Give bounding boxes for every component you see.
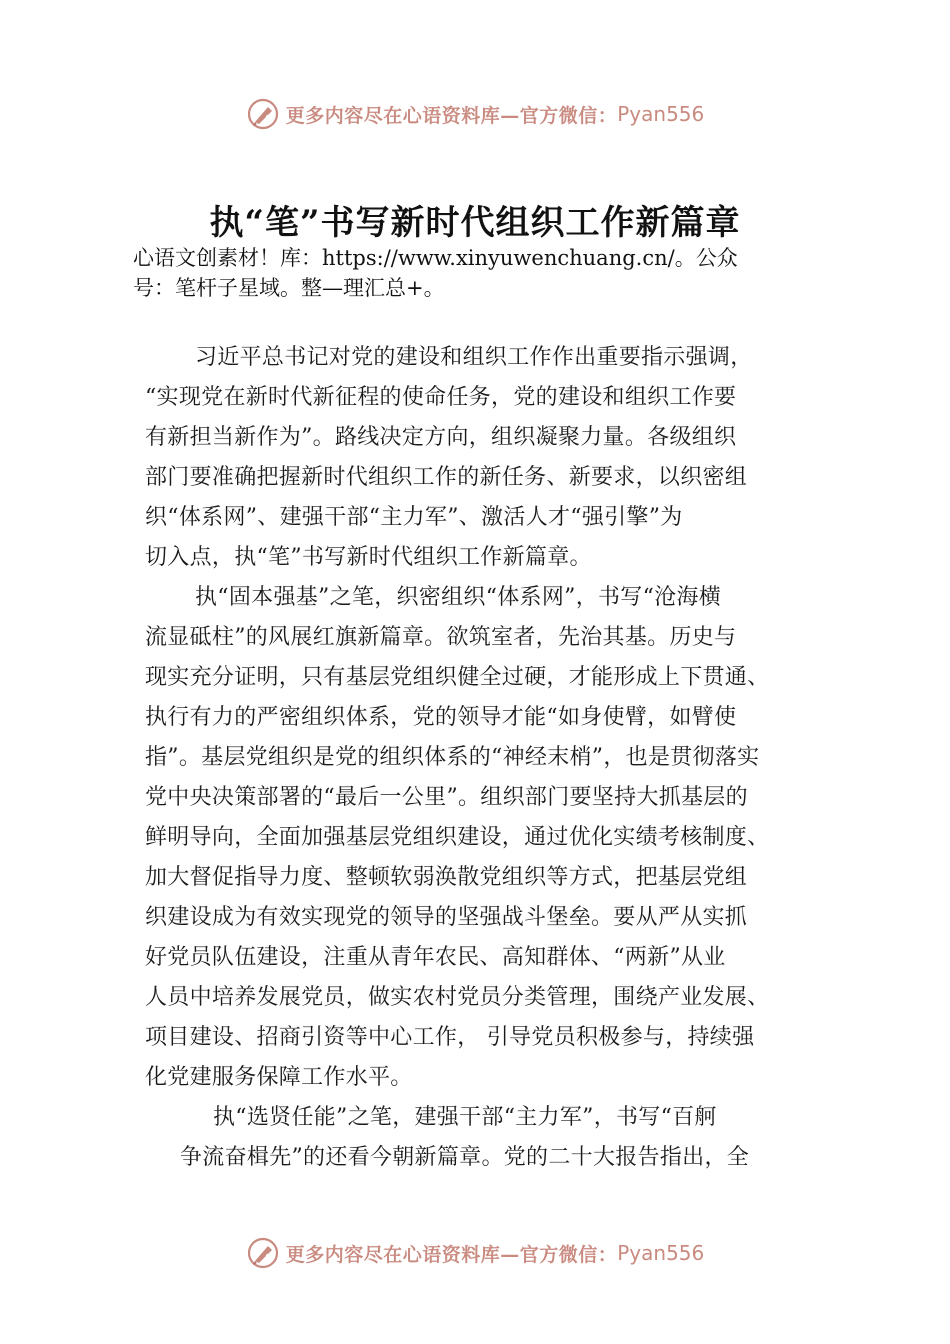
pen-nib-logo-icon	[246, 97, 280, 131]
body-line: 化党建服务保障工作水平。	[145, 1065, 413, 1090]
body-line: 执行有力的严密组织体系，党的领导才能“如身使臂，如臂使	[145, 705, 737, 730]
body-line: 好党员队伍建设，注重从青年农民、高知群体、“两新”从业	[145, 945, 726, 970]
body-line: 执“选贤任能”之笔，建强干部“主力军”，书写“百舸	[213, 1105, 717, 1130]
pen-nib-logo-icon	[246, 1236, 280, 1270]
body-line: 争流奋楫先”的还看今朝新篇章。党的二十大报告指出，全	[180, 1145, 750, 1170]
body-line: 人员中培养发展党员，做实农村党员分类管理，围绕产业发展、	[145, 985, 770, 1010]
body-line: 流显砥柱”的风展红旗新篇章。欲筑室者，先治其基。历史与	[145, 625, 737, 650]
body-line: 部门要准确把握新时代组织工作的新任务、新要求，以织密组	[145, 465, 748, 490]
body-line: 鲜明导向，全面加强基层党组织建设，通过优化实绩考核制度、	[145, 825, 770, 850]
body-line: 切入点，执“笔”书写新时代组织工作新篇章。	[145, 545, 592, 570]
source-note	[133, 243, 833, 303]
body-line: 有新担当新作为”。路线决定方向，组织凝聚力量。各级组织	[145, 425, 737, 450]
source-line: 心语文创素材！库：https://www.xinyuwenchuang.cn/。公众	[133, 246, 738, 270]
document-title: 执“笔”书写新时代组织工作新篇章	[209, 203, 741, 243]
source-line: 号：笔杆子星域。整—理汇总+。	[133, 276, 445, 300]
body-line: 习近平总书记对党的建设和组织工作作出重要指示强调，	[195, 345, 753, 370]
banner-text: 更多内容尽在心语资料库—官方微信：	[285, 104, 618, 127]
header-banner	[0, 94, 950, 134]
body-line: 党中央决策部署的“最后一公里”。组织部门要坚持大抓基层的	[145, 785, 748, 810]
footer-banner	[0, 1233, 950, 1273]
body-line: 织建设成为有效实现党的领导的坚强战斗堡垒。要从严从实抓	[145, 905, 748, 930]
banner-wechat-id: Pyan556	[617, 1241, 705, 1265]
body-line: “实现党在新时代新征程的使命任务，党的建设和组织工作要	[145, 385, 737, 410]
body-line: 执“固本强基”之笔，织密组织“体系网”，书写“沧海横	[195, 585, 722, 610]
body-line: 项目建设、招商引资等中心工作， 引导党员积极参与，持续强	[145, 1025, 755, 1050]
banner-wechat-id: Pyan556	[617, 102, 705, 126]
banner-text: 更多内容尽在心语资料库—官方微信：	[285, 1243, 618, 1266]
body-line: 指”。基层党组织是党的组织体系的“神经末梢”，也是贯彻落实	[145, 745, 760, 770]
body-line: 现实充分证明，只有基层党组织健全过硬，才能形成上下贯通、	[145, 665, 770, 690]
body-line: 加大督促指导力度、整顿软弱涣散党组织等方式，把基层党组	[145, 865, 748, 890]
body-line: 织“体系网”、建强干部“主力军”、激活人才“强引擎”为	[145, 505, 683, 530]
